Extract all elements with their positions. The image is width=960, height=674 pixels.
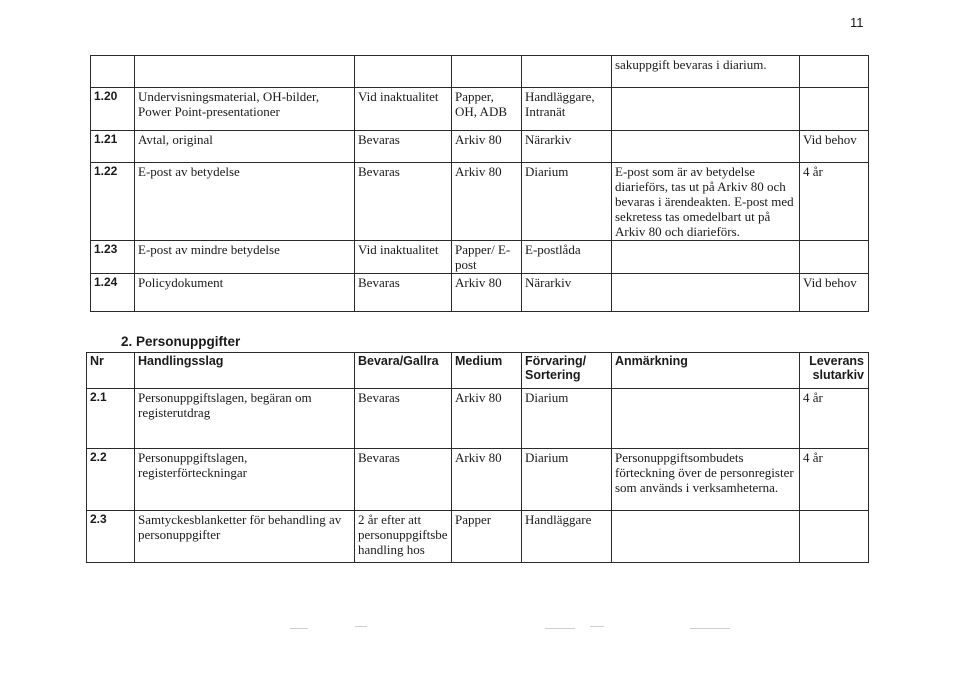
header-medium: Medium [452,353,522,389]
leverans-cell [800,511,869,563]
bevara-cell: Bevaras [355,274,452,312]
handlingsslag-cell: Policydokument [135,274,355,312]
table-row [87,449,869,511]
anmarkning-cell [612,274,800,312]
anmarkning-cell [612,131,800,163]
anmarkning-cell [612,511,800,563]
row-number: 1.23 [91,241,135,274]
leverans-cell: 4 år [800,163,869,241]
bevara-cell: Vid inaktualitet [355,241,452,274]
table-row [91,274,869,312]
leverans-cell: 4 år [800,449,869,511]
records-table-2 [86,352,869,563]
forvaring-cell: Handläggare [522,511,612,563]
table-row [87,511,869,563]
header-row [87,353,869,389]
medium-cell: Arkiv 80 [452,163,522,241]
anmarkning-cell: E-post som är av betydelse diarieförs, tas ut på Arkiv 80 och bevaras i ärendeakten. E-post med sekretess tas omedelbart ut på Arkiv 80 och diarieförs. [612,163,800,241]
medium-cell: Papper/ E-post [452,241,522,274]
forvaring-cell: Diarium [522,389,612,449]
header-leverans: Leverans slutarkiv [800,353,869,389]
row-number: 2.3 [87,511,135,563]
leverans-cell [800,241,869,274]
records-table-1 [90,55,869,312]
scan-mark [590,626,604,627]
anmarkning-cell: Personuppgiftsombudets förteckning över de personregister som används i verksamheterna. [612,449,800,511]
handlingsslag-cell: E-post av mindre betydelse [135,241,355,274]
medium-cell: Arkiv 80 [452,449,522,511]
medium-cell: Arkiv 80 [452,131,522,163]
scan-mark [545,628,575,629]
anmarkning-cell [612,88,800,131]
medium-cell: Arkiv 80 [452,274,522,312]
continued-note: sakuppgift bevaras i diarium. [612,56,800,88]
scan-mark [690,628,730,629]
handlingsslag-cell: Avtal, original [135,131,355,163]
row-number: 1.24 [91,274,135,312]
anmarkning-cell [612,241,800,274]
bevara-cell: 2 år efter att personuppgiftsbe handling hos [355,511,452,563]
row-number: 1.21 [91,131,135,163]
bevara-cell: Vid inaktualitet [355,88,452,131]
leverans-cell: Vid behov [800,274,869,312]
scan-mark [355,626,367,627]
handlingsslag-cell: Samtyckesblanketter för behandling av personuppgifter [135,511,355,563]
bevara-cell: Bevaras [355,131,452,163]
table-row [91,241,869,274]
header-anmarkning: Anmärkning [612,353,800,389]
forvaring-cell: Närarkiv [522,131,612,163]
medium-cell: Papper [452,511,522,563]
row-number: 2.1 [87,389,135,449]
table-row [91,88,869,131]
forvaring-cell: Handläggare, Intranät [522,88,612,131]
section-title: 2. Personuppgifter [121,334,241,349]
page-number: 11 [850,15,864,30]
medium-cell: Papper, OH, ADB [452,88,522,131]
forvaring-cell: Närarkiv [522,274,612,312]
bevara-cell: Bevaras [355,449,452,511]
header-nr: Nr [87,353,135,389]
anmarkning-cell [612,389,800,449]
forvaring-cell: E-postlåda [522,241,612,274]
table-row [87,389,869,449]
row-number: 1.22 [91,163,135,241]
row-number: 2.2 [87,449,135,511]
handlingsslag-cell: Personuppgiftslagen, registerförteckningar [135,449,355,511]
table-row [91,163,869,241]
bevara-cell: Bevaras [355,389,452,449]
leverans-cell: 4 år [800,389,869,449]
header-handlingsslag: Handlingsslag [135,353,355,389]
forvaring-cell: Diarium [522,163,612,241]
scan-mark [290,628,308,629]
bevara-cell: Bevaras [355,163,452,241]
row-number: 1.20 [91,88,135,131]
medium-cell: Arkiv 80 [452,389,522,449]
header-bevara-gallra: Bevara/Gallra [355,353,452,389]
header-forvaring: Förvaring/ Sortering [522,353,612,389]
handlingsslag-cell: Personuppgiftslagen, begäran om registerutdrag [135,389,355,449]
handlingsslag-cell: Undervisningsmaterial, OH-bilder, Power Point-presentationer [135,88,355,131]
leverans-cell: Vid behov [800,131,869,163]
forvaring-cell: Diarium [522,449,612,511]
leverans-cell [800,88,869,131]
table-row [91,131,869,163]
table-row [91,56,869,88]
handlingsslag-cell: E-post av betydelse [135,163,355,241]
